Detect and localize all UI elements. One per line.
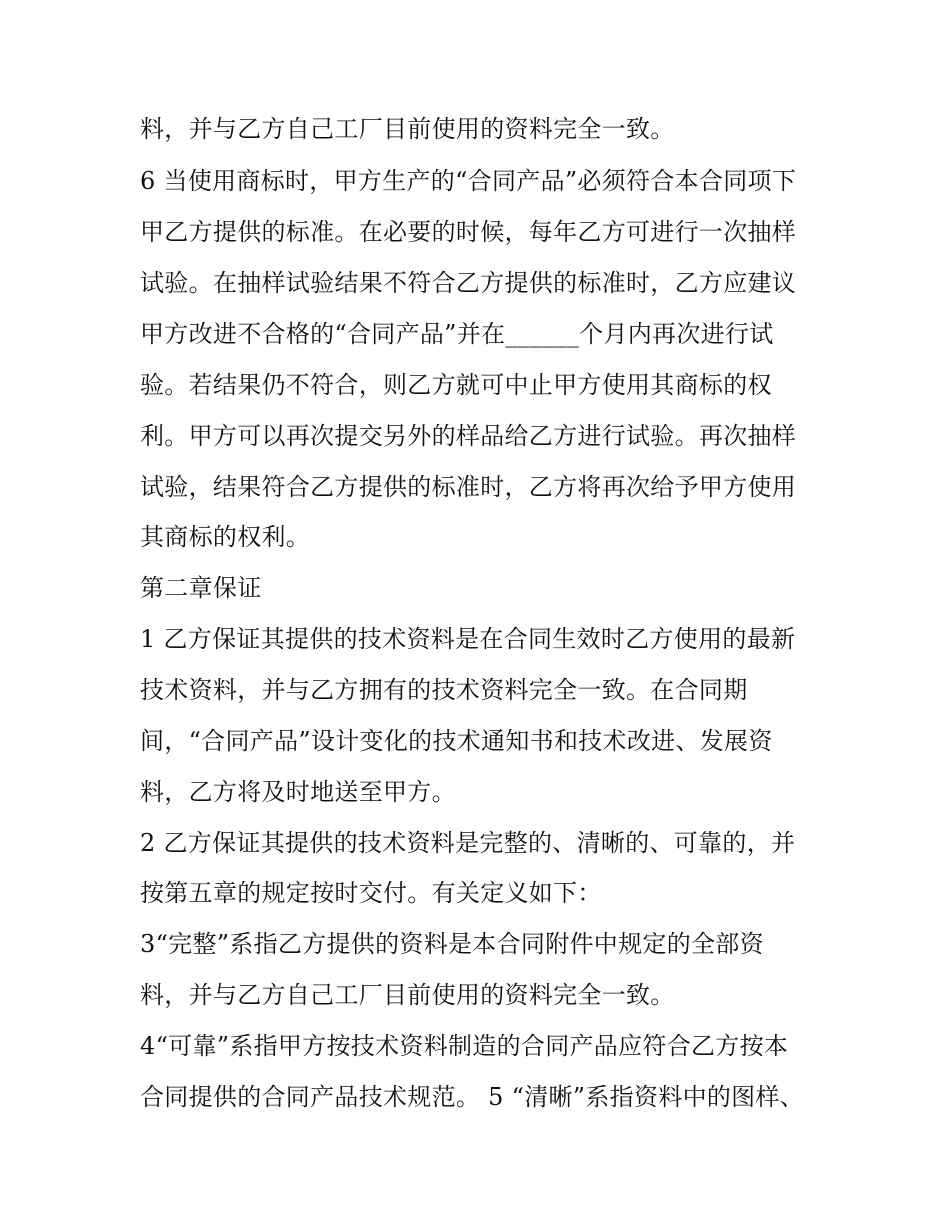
text-line: 间，“合同产品”设计变化的技术通知书和技术改进、发展资 — [140, 727, 773, 755]
text-line: 利。甲方可以再次提交另外的样品给乙方进行试验。再次抽样 — [140, 422, 797, 450]
text-line: 按第五章的规定按时交付。有关定义如下： — [140, 879, 602, 907]
text-line: 其商标的权利。 — [140, 523, 311, 551]
text-line: 试验，结果符合乙方提供的标准时，乙方将再次给予甲方使用 — [140, 473, 797, 501]
section-heading: 第二章保证 — [140, 574, 262, 602]
text-line: 甲方改进不合格的“合同产品”并在______个月内再次进行试 — [140, 320, 774, 348]
text-line: 6 当使用商标时，甲方生产的“合同产品”必须符合本合同项下 — [140, 167, 797, 195]
text-line: 3“完整”系指乙方提供的资料是本合同附件中规定的全部资 — [140, 930, 764, 958]
text-line: 试验。在抽样试验结果不符合乙方提供的标准时，乙方应建议 — [140, 269, 797, 297]
text-line: 料，乙方将及时地送至甲方。 — [140, 778, 456, 806]
text-line: 技术资料，并与乙方拥有的技术资料完全一致。在合同期 — [140, 676, 748, 704]
text-line: 1 乙方保证其提供的技术资料是在合同生效时乙方使用的最新 — [140, 625, 796, 653]
text-line: 料，并与乙方自己工厂目前使用的资料完全一致。 — [140, 115, 675, 143]
text-line: 2 乙方保证其提供的技术资料是完整的、清晰的、可靠的，并 — [140, 829, 796, 857]
text-line: 料，并与乙方自己工厂目前使用的资料完全一致。 — [140, 981, 675, 1009]
text-line: 甲乙方提供的标准。在必要的时候，每年乙方可进行一次抽样 — [140, 218, 797, 246]
text-line: 验。若结果仍不符合，则乙方就可中止甲方使用其商标的权 — [140, 371, 772, 399]
text-line: 4“可靠”系指甲方按技术资料制造的合同产品应符合乙方按本 — [140, 1032, 789, 1060]
text-line: 合同提供的合同产品技术规范。 5 “清晰”系指资料中的图样、 — [140, 1083, 805, 1111]
